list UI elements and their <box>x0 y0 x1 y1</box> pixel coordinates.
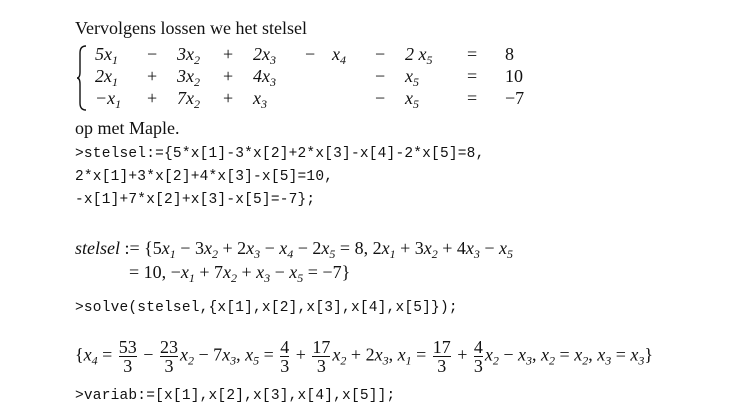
fraction: $\frac{4}{3}$ <box>280 337 290 376</box>
equation-term: $2x_3$ <box>253 44 276 67</box>
equation-operator: = <box>467 88 478 108</box>
fraction: $\frac{23}{3}$ <box>159 337 178 376</box>
equation-operator: − <box>375 66 386 86</box>
maple-output-stelsel-cont: = 10, $-x_1 + 7x_2 + x_3 - x_5 = -7$} <box>129 262 351 285</box>
maple-output-stelsel: stelsel := {$5x_1 - 3x_2 + 2x_3 - x_4 - 2x_5 = 8$, $2x_1 + 3x_2 + 4x_3 - x_5$ <box>75 238 514 261</box>
maple-output-solution: {$x_4$ = $\frac{53}{3}$ − $\frac{23}{3}$ $x_2 - 7x_3$, $x_5$ = $\frac{4}{3}$ + $\frac{17}{3}$ $x_2 + 2x_3$, $x_1$ = $\frac{17}{3}$ + $\frac{4}{3}$ $x_2 - x_3$, $x_2 = x_2$, $x_3 = x_3$} <box>75 337 653 376</box>
equation-term: $5x_1$ <box>95 44 118 67</box>
equation-operator: = <box>467 66 478 86</box>
equation-term: $4x_3$ <box>253 66 276 89</box>
equation-operator: + <box>147 88 158 108</box>
equation-operator: + <box>223 44 234 64</box>
equation-term: $7x_2$ <box>177 88 200 111</box>
equation-term: 2 $x_5$ <box>405 44 433 67</box>
system-brace <box>77 45 87 111</box>
equation-operator: − <box>375 88 386 108</box>
maple-input-line[interactable]: >stelsel:={5*x[1]-3*x[2]+2*x[3]-x[4]-2*x[5]=8, <box>75 146 485 162</box>
equation-term: $2x_1$ <box>95 66 118 89</box>
equation-operator: + <box>223 66 234 86</box>
fraction: $\frac{17}{3}$ <box>432 337 451 376</box>
equation-term: $-x_1$ <box>95 88 122 111</box>
equation-operator: − <box>305 44 316 64</box>
equation-term: $x_3$ <box>253 88 267 111</box>
equation-rhs: −7 <box>505 88 525 108</box>
equation-operator: − <box>147 44 158 64</box>
fraction: $\frac{53}{3}$ <box>118 337 137 376</box>
equation-operator: + <box>147 66 158 86</box>
equation-rhs: 8 <box>505 44 514 64</box>
equation-term: $x_4$ <box>332 44 346 67</box>
equation-term: $x_5$ <box>405 88 419 111</box>
maple-input-line[interactable]: 2*x[1]+3*x[2]+4*x[3]-x[5]=10, <box>75 169 334 185</box>
maple-solve-command[interactable]: >solve(stelsel,{x[1],x[2],x[3],x[4],x[5]}); <box>75 300 458 316</box>
equation-term: $3x_2$ <box>177 66 200 89</box>
equation-term: $3x_2$ <box>177 44 200 67</box>
maple-input-line[interactable]: -x[1]+7*x[2]+x[3]-x[5]=-7}; <box>75 192 316 208</box>
equation-operator: + <box>223 88 234 108</box>
fraction: $\frac{17}{3}$ <box>312 337 331 376</box>
equation-rhs: 10 <box>505 66 523 86</box>
intro-text: Vervolgens lossen we het stelsel <box>75 18 307 38</box>
outro-text: op met Maple. <box>75 118 180 138</box>
output-var-name: stelsel <box>75 238 120 258</box>
fraction: $\frac{4}{3}$ <box>473 337 483 376</box>
assign-operator: := <box>124 238 140 258</box>
equation-operator: − <box>375 44 386 64</box>
equation-operator: = <box>467 44 478 64</box>
equation-term: $x_5$ <box>405 66 419 89</box>
maple-variab-command[interactable]: >variab:=[x[1],x[2],x[3],x[4],x[5]]; <box>75 388 396 404</box>
